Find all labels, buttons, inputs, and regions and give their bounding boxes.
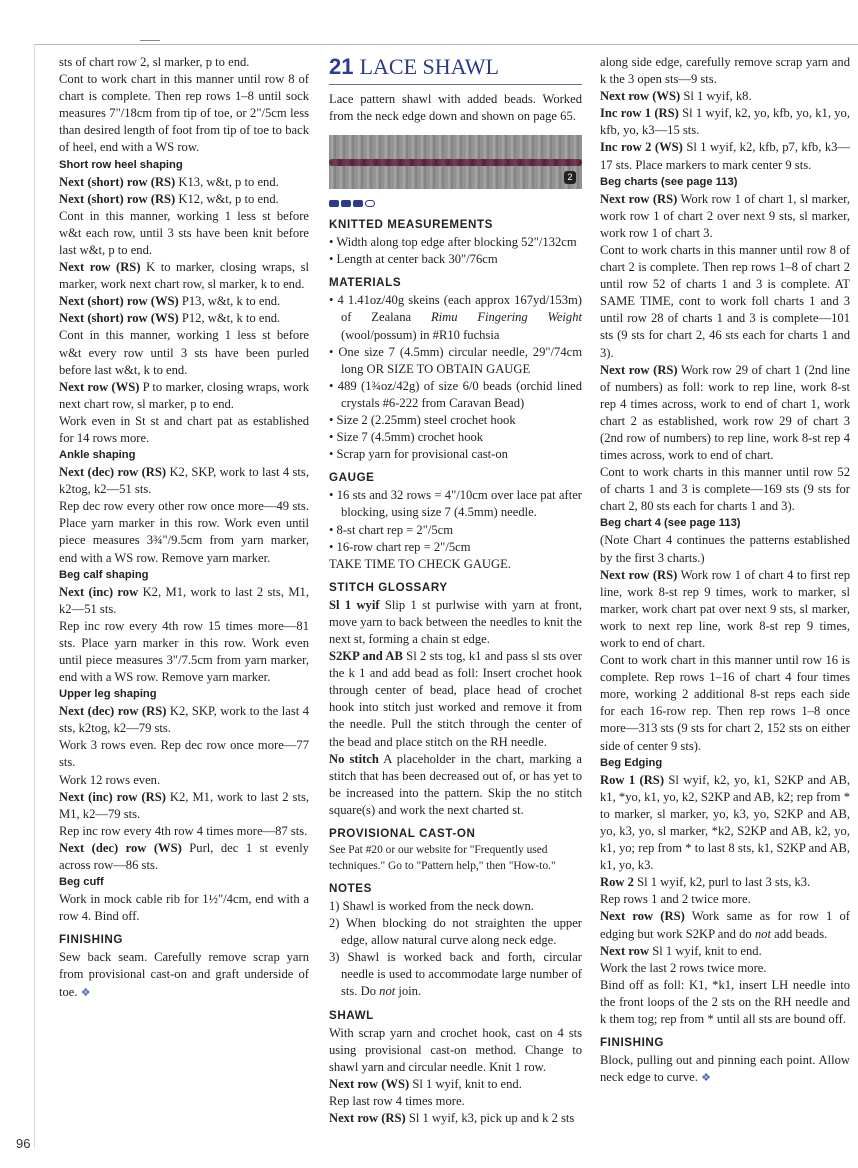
instruction: Next row (WS) Sl 1 wyif, k8. <box>600 89 752 104</box>
section-heading: MATERIALS <box>329 276 402 290</box>
pattern-title <box>329 54 582 80</box>
subheading: Beg Edging <box>600 756 663 769</box>
subheading: Short row heel shaping <box>59 158 183 171</box>
instruction: Row 2 Sl 1 wyif, k2, purl to last 3 sts, k3. <box>600 875 811 890</box>
instruction: Next (dec) row (RS) K2, SKP, work to last 4 sts, k2tog, k2—51 sts. <box>59 465 309 497</box>
page-number: 96 <box>16 1136 31 1151</box>
text: along side edge, carefully remove scrap yarn and k the 3 open sts—9 sts. <box>600 55 850 87</box>
section-heading: GAUGE <box>329 471 375 485</box>
section-heading: PROVISIONAL CAST-ON <box>329 827 476 840</box>
text: Rep rows 1 and 2 twice more. <box>600 892 751 907</box>
section-heading: STITCH GLOSSARY <box>329 580 448 594</box>
note: (Note Chart 4 continues the patterns established by the first 3 charts.) <box>600 533 850 565</box>
subheading: Beg charts (see page 113) <box>600 175 738 188</box>
instruction: Next (inc) row (RS) K2, M1, work to last 2 sts, M1, k2—79 sts. <box>59 789 310 821</box>
subheading: Beg chart 4 (see page 113) <box>600 517 741 530</box>
section-heading: KNITTED MEASUREMENTS <box>329 218 494 232</box>
pattern-number: 21 <box>329 54 354 79</box>
pattern-name: LACE SHAWL <box>359 54 499 79</box>
text: Rep inc row every 4th row 4 times more—87 sts. <box>59 823 308 838</box>
list-item: • 16 sts and 32 rows = 4"/10cm over lace pat after blocking, using size 7 (4.5mm) needle. <box>329 488 582 520</box>
diamond-icon: ❖ <box>701 1072 711 1085</box>
text: TAKE TIME TO CHECK GAUGE. <box>329 556 511 571</box>
text: Rep inc row every 4th row 15 times more—81 sts. Place yarn marker in this row. Work even until piece measures 3"/7.5cm from yarn marker, end with a WS row. Remove yarn marker. <box>59 618 309 685</box>
text: Rep last row 4 times more. <box>329 1093 465 1108</box>
list-item: • Size 2 (2.25mm) steel crochet hook <box>329 413 516 428</box>
instruction: Next row (RS) Work same as for row 1 of edging but work S2KP and do not add beads. <box>600 909 850 941</box>
note-item: 3) Shawl is worked back and forth, circular needle is used to accommodate large number of sts. Do not join. <box>329 950 582 999</box>
list-item: • 8-st chart rep = 2"/5cm <box>329 522 454 537</box>
page-top-rule <box>34 44 858 45</box>
text: Cont in this manner, working 1 less st before w&t every row until 3 sts have been purled before last w&t, k to end. <box>59 328 309 377</box>
text: With scrap yarn and crochet hook, cast on 4 sts using provisional cast-on method. Change to shawl yarn and circular needle. Knit 1 row. <box>329 1025 582 1074</box>
list-item: • 16-row chart rep = 2"/5cm <box>329 539 471 554</box>
instruction: Next row (WS) Sl 1 wyif, knit to end. <box>329 1076 522 1091</box>
swatch-photo <box>329 135 582 189</box>
text: Work the last 2 rows twice more. <box>600 960 767 975</box>
instruction: Next (short) row (RS) K13, w&t, p to end. <box>59 174 279 189</box>
section-heading: NOTES <box>329 882 372 895</box>
instruction: Next (short) row (WS) P12, w&t, k to end. <box>59 311 281 326</box>
text: Cont to work chart in this manner until row 16 is complete. Rep rows 1–16 of chart 4 four times more, working 2 additional 8-st reps each side for each 16-row rep. Then rep rows 1–8 once more—313 sts (9 sts for chart 2, 152 sts on either side of center 9 sts). <box>600 653 850 753</box>
diamond-icon: ❖ <box>80 986 91 999</box>
instruction: Next (short) row (RS) K12, w&t, p to end. <box>59 191 279 206</box>
intro: Lace pattern shawl with added beads. Worked from the neck edge down and shown on page 65. <box>329 92 582 124</box>
list-item: • Size 7 (4.5mm) crochet hook <box>329 430 484 445</box>
text: Cont in this manner, working 1 less st before w&t each row, until 3 sts have been knit before last w&t, p to end. <box>59 208 309 257</box>
note-item: 2) When blocking do not straighten the upper edge, allow natural curve along neck edge. <box>329 916 582 948</box>
glossary-item: Sl 1 wyif Slip 1 st purlwise with yarn at front, move yarn to back between the needles to knit the next st, forming a chain st edge. <box>329 597 582 646</box>
list-item: • Length at center back 30"/76cm <box>329 252 498 267</box>
glossary-item: No stitch A placeholder in the chart, marking a stitch that has been decreased out of, or has yet to be increased into the pattern. Skip the no stitch square(s) and work the next charted st. <box>329 751 583 817</box>
instruction: Next (dec) row (WS) Purl, dec 1 st evenly across row—86 sts. <box>59 840 309 873</box>
column-1 <box>59 54 309 1002</box>
subheading: Ankle shaping <box>59 449 136 462</box>
note-item: 1) Shawl is worked from the neck down. <box>329 899 534 913</box>
column-3 <box>600 54 850 1087</box>
instruction: Next row (RS) Work row 29 of chart 1 (2nd line of numbers) as foll: work to rep line, work 8-st rep 4 times across, work to end of chart 1, work chart 2 as established, work row 29 of chart 3 (2nd row of numbers) to rep line, work 8-st rep 4 times across, work to end of chart. <box>600 362 850 463</box>
skill-level-icon <box>329 199 582 208</box>
instruction: Next (dec) row (RS) K2, SKP, work to the last 4 sts, k2tog, k2—79 sts. <box>59 704 309 736</box>
page-corner-mark <box>140 40 160 41</box>
text: Bind off as foll: K1, *k1, insert LH needle into the front loops of the 2 sts on the RH needle and k them tog; rep from * until all sts are bound off. <box>600 977 850 1026</box>
instruction: Inc row 1 (RS) Sl 1 wyif, k2, yo, kfb, yo, k1, yo, kfb, yo, k3—15 sts. <box>600 106 850 138</box>
text: Cont to work charts in this manner until row 8 of chart 2 is complete. Then rep rows 1–8 of chart 2 until row 52 of charts 1 and 3 is complete. AT SAME TIME, cont to work foll charts 1 and 3 until row 28 of charts 1 and 3 is complete—101 sts (9 sts for chart 2, 46 sts each for charts 1 and 3). <box>600 242 850 360</box>
instruction: Next row (RS) K to marker, closing wraps, sl marker, work next chart row, sl marker, k to end. <box>59 260 309 292</box>
column-2 <box>329 54 582 1127</box>
instruction: Inc row 2 (WS) Sl 1 wyif, k2, kfb, p7, kfb, k3—17 sts. Place markers to mark center 9 sts. <box>600 140 851 172</box>
text: Cont to work chart in this manner until row 8 of chart is complete. Then rep rows 1–8 until sock measures 7"/18cm from tip of toe, or 2"/5cm less than desired length of foot from tip of toe to back of heel, end with a WS row. <box>59 72 309 155</box>
instruction: Next row (WS) P to marker, closing wraps, work next chart row, sl marker, p to end. <box>59 379 309 411</box>
text: Work in mock cable rib for 1½"/4cm, end with a row 4. Bind off. <box>59 892 309 924</box>
instruction: Next row Sl 1 wyif, knit to end. <box>600 943 762 958</box>
text: Block, pulling out and pinning each point. Allow neck edge to curve. ❖ <box>600 1053 850 1085</box>
instruction: Next row (RS) Sl 1 wyif, k3, pick up and k 2 sts <box>329 1111 575 1126</box>
text: Rep dec row every other row once more—49 sts. Place yarn marker in this row. Work even until piece measures 3¾"/9.5cm from yarn marker, end with a WS row. Remove yarn marker. <box>59 499 309 565</box>
text: Work 12 rows even. <box>59 772 161 787</box>
list-item: • One size 7 (4.5mm) circular needle, 29"/74cm long OR SIZE TO OBTAIN GAUGE <box>329 344 582 376</box>
page-left-rule <box>34 44 35 1148</box>
text: Cont to work charts in this manner until row 52 of charts 1 and 3 is complete—169 sts (9 sts for chart 2, 80 sts each for charts 1 and 3). <box>600 465 850 514</box>
glossary-item: S2KP and AB Sl 2 sts tog, k1 and pass sl sts over the k 1 and add bead as foll: Insert crochet hook through center of bead, place head of crochet hook into stitch just worked and remove it from the needle. Pull the stitch through the center of the bead and place stitch on the RH needle. <box>329 649 583 749</box>
text: Work even in St st and chart pat as established for 14 rows more. <box>59 413 309 445</box>
instruction: Next (inc) row K2, M1, work to last 2 sts, M1, k2—51 sts. <box>59 584 309 616</box>
subheading: Beg calf shaping <box>59 568 149 581</box>
text: Work 3 rows even. Rep dec row once more—77 sts. <box>59 738 309 770</box>
instruction: Next row (RS) Work row 1 of chart 1, sl marker, work row 1 of chart 2 over next 9 sts, sl marker, work row 1 of chart 3. <box>600 191 850 240</box>
text: See Pat #20 or our website for "Frequently used techniques." Go to "Pattern help," then "How-to." <box>329 844 556 872</box>
text: sts of chart row 2, sl marker, p to end. <box>59 55 250 69</box>
subheading: Upper leg shaping <box>59 688 157 701</box>
section-heading: FINISHING <box>600 1036 665 1050</box>
text: Sew back seam. Carefully remove scrap yarn from provisional cast-on and graft underside of toe. ❖ <box>59 950 309 999</box>
instruction: Next (short) row (WS) P13, w&t, k to end. <box>59 294 281 309</box>
list-item: • 489 (1¾oz/42g) of size 6/0 beads (orchid lined crystals #6-222 from Caravan Bead) <box>329 378 582 410</box>
list-item: • Scrap yarn for provisional cast-on <box>329 447 508 462</box>
instruction: Next row (RS) Work row 1 of chart 4 to first rep line, work 8-st rep 9 times, work to marker, sl marker, work chart pat over next 9 sts, sl marker, work to next rep line, work 8-st rep 9 times, work to end of chart. <box>600 567 850 650</box>
list-item: • Width along top edge after blocking 52"/132cm <box>329 235 577 250</box>
subheading: Beg cuff <box>59 876 104 889</box>
skill-badge: 2 <box>564 171 576 184</box>
list-item: • 4 1.41oz/40g skeins (each approx 167yd/153m) of Zealana Rimu Fingering Weight (wool/possum) in #R10 fuchsia <box>329 293 582 342</box>
section-heading: SHAWL <box>329 1008 374 1022</box>
yarn-strand <box>329 159 582 166</box>
section-heading: FINISHING <box>59 933 124 947</box>
instruction: Row 1 (RS) Sl wyif, k2, yo, k1, S2KP and AB, k1, *yo, k1, yo, k2, S2KP and AB, k2; rep from * to marker, sl marker, yo, k3, yo, S2KP and AB, yo, k3, yo, sl marker, *k2, S2KP and AB, k2, yo, k1, yo; rep from * to last 8 sts, k1, S2KP and AB, k1, yo, k3. <box>600 772 850 873</box>
title-rule <box>329 84 582 85</box>
